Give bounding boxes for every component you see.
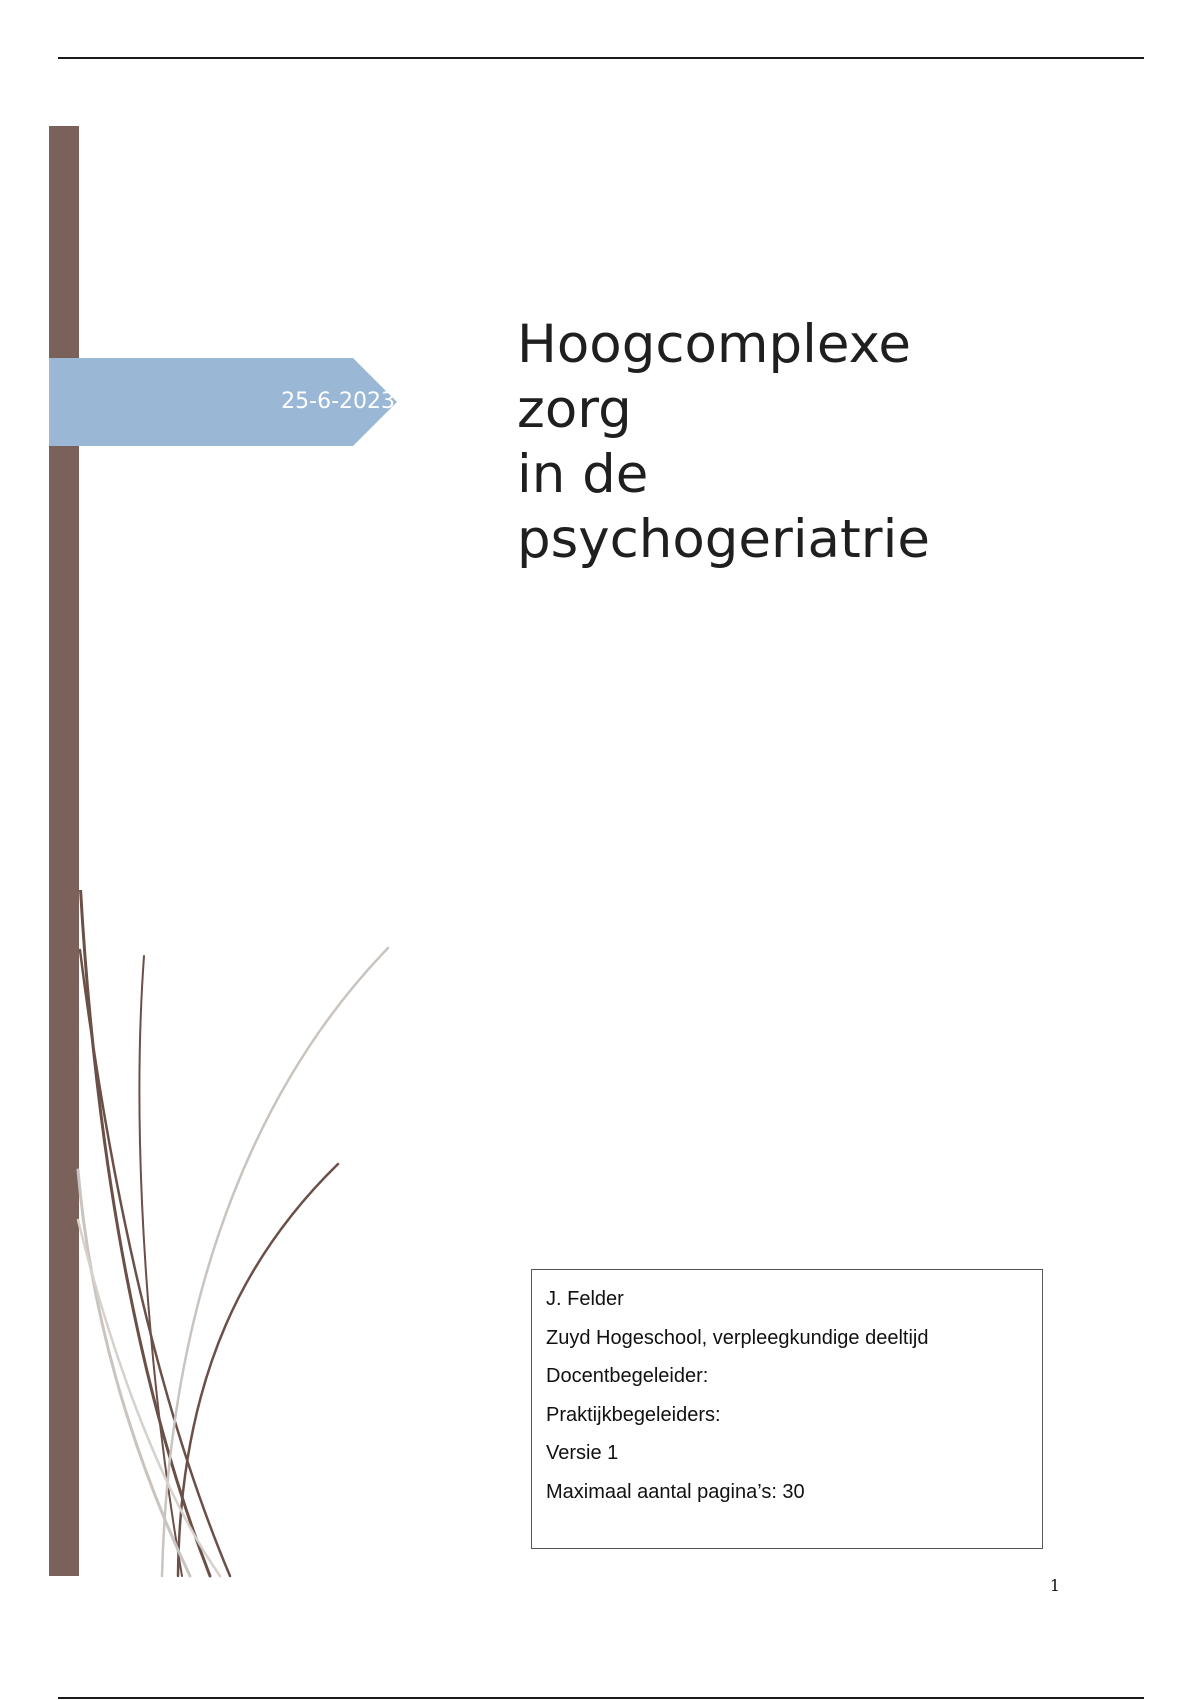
- author-info-box: [531, 1269, 1043, 1549]
- max-pages: Maximaal aantal pagina’s: 30: [546, 1480, 805, 1503]
- footer-rule: [58, 1697, 1144, 1699]
- title-line: in de: [517, 444, 649, 505]
- header-rule: [58, 57, 1144, 59]
- title-line: Hoogcomplexe: [517, 314, 911, 375]
- page-number: 1: [1049, 1576, 1061, 1595]
- author-name: J. Felder: [546, 1288, 624, 1310]
- date-tab: [49, 358, 397, 446]
- version: Versie 1: [546, 1442, 619, 1464]
- institution: Zuyd Hogeschool, verpleegkundige deeltijd: [546, 1326, 929, 1349]
- practice-supervisors: Praktijkbegeleiders:: [546, 1403, 721, 1426]
- title-line: zorg: [517, 379, 632, 440]
- teacher-supervisor: Docentbegeleider:: [546, 1365, 709, 1387]
- decorative-swirls: [70, 890, 400, 1580]
- cover-date-wrapper: [49, 358, 395, 446]
- title-line: psychogeriatrie: [517, 509, 930, 570]
- document-title: [517, 312, 1157, 572]
- cover-date: 25-6-2023: [281, 389, 395, 414]
